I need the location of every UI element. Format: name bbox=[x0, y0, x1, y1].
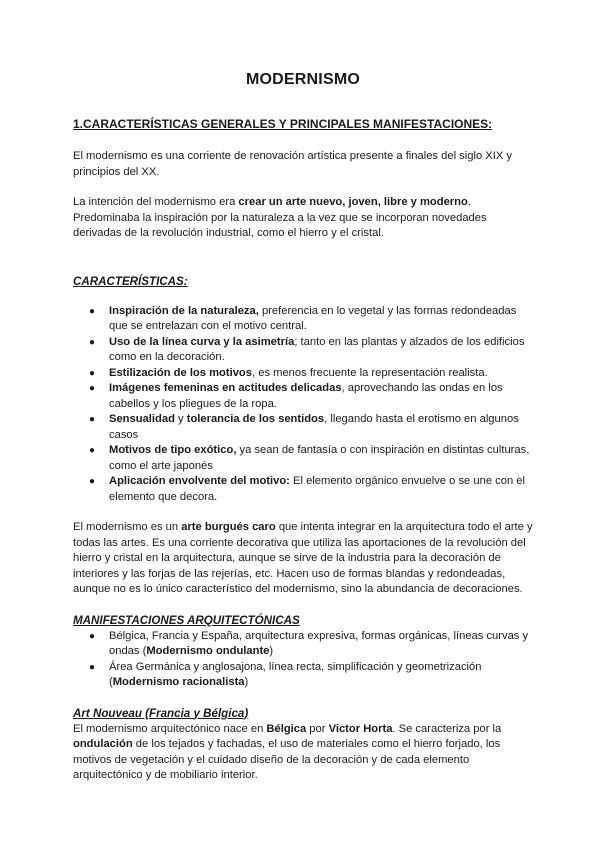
list-item: ● Bélgica, Francia y España, arquitectura expresiva, formas orgánicas, líneas curvas y ondas (Modernismo ondulante) bbox=[89, 629, 529, 657]
list-item: ● Estilización de los motivos, es menos frecuente la representación realista. bbox=[89, 366, 533, 382]
list-item: ● Aplicación envolvente del motivo: El elemento orgánico envuelve o se une con el elemento que decora. bbox=[89, 475, 525, 503]
caracteristicas-list bbox=[89, 304, 533, 506]
list-item: ● Uso de la línea curva y la asimetría; tanto en las plantas y alzados de los edificios como en la decoración. bbox=[89, 335, 525, 363]
bullet-icon: ● bbox=[89, 661, 96, 673]
intention-paragraph: La intención del modernismo era crear un arte nuevo, joven, libre y moderno. Predominaba la inspiración por la naturaleza a la vez que se incorporan novedades derivadas de la revolución industrial, como el hierro y el cristal. bbox=[73, 196, 487, 239]
bullet-icon: ● bbox=[89, 336, 96, 348]
list-item: ● Imágenes femeninas en actitudes delicadas, aprovechando las ondas en los cabellos y los pliegues de la ropa. bbox=[89, 382, 503, 410]
manifestaciones-list bbox=[89, 629, 533, 691]
list-item: ● Motivos de tipo exótico, ya sean de fantasía o con inspiración en distintas culturas, como el arte japonés bbox=[89, 444, 530, 472]
bullet-icon: ● bbox=[89, 630, 96, 642]
manifestaciones-heading: MANIFESTACIONES ARQUITECTÓNICAS bbox=[73, 613, 300, 627]
bullet-icon: ● bbox=[89, 445, 96, 456]
art-nouveau-heading: Art Nouveau (Francia y Bélgica) bbox=[73, 706, 249, 720]
section-heading-1: 1.CARACTERÍSTICAS GENERALES Y PRINCIPALES MANIFESTACIONES: bbox=[73, 117, 493, 131]
document-page bbox=[73, 70, 533, 784]
caracteristicas-heading: CARACTERÍSTICAS: bbox=[73, 274, 188, 288]
intro-paragraph: El modernismo es una corriente de renovación artística presente a finales del siglo XIX y principios del XX. bbox=[73, 150, 513, 178]
list-item: ● Inspiración de la naturaleza, preferencia en lo vegetal y las formas redondeadas que se entrelazan con el motivo central. bbox=[89, 304, 517, 332]
intention-bold: crear un arte nuevo, joven, libre y moderno bbox=[238, 196, 468, 208]
bullet-icon: ● bbox=[89, 367, 96, 379]
list-item: ● Sensualidad y tolerancia de los sentidos, llegando hasta el erotismo en algunos casos bbox=[89, 413, 519, 441]
document-title: MODERNISMO bbox=[246, 71, 360, 88]
bullet-icon: ● bbox=[89, 414, 96, 425]
art-nouveau-paragraph: El modernismo arquitectónico nace en Bélgica por Victor Horta. Se caracteriza por la ondulación de los tejados y fachadas, el uso de materiales como el hierro forjado, los motivos de vegetación y el cuidado diseño de la decoración y de cada elemento arquitectónico y de mobiliario interior. bbox=[73, 722, 502, 781]
bullet-icon: ● bbox=[89, 383, 96, 394]
burgues-paragraph: El modernismo es un arte burgués caro que intenta integrar en la arquitectura todo el arte y todas las artes. Es una corriente decorativa que utiliza las aportaciones de la revolución del hierro y cristal en la arquitectura, aunque se sirve de la industria para la decoración de interiores y las forjas de las rejerías, etc. Hacen uso de formas blandas y redondeadas, aunque no es lo único característico del modernismo, sino la abundancia de decoraciones. bbox=[73, 521, 533, 595]
list-item: ● Área Germánica y anglosajona, línea recta, simplificación y geometrización (Modernismo racionalista) bbox=[89, 660, 482, 688]
bullet-icon: ● bbox=[89, 476, 96, 487]
bullet-icon: ● bbox=[89, 305, 96, 317]
